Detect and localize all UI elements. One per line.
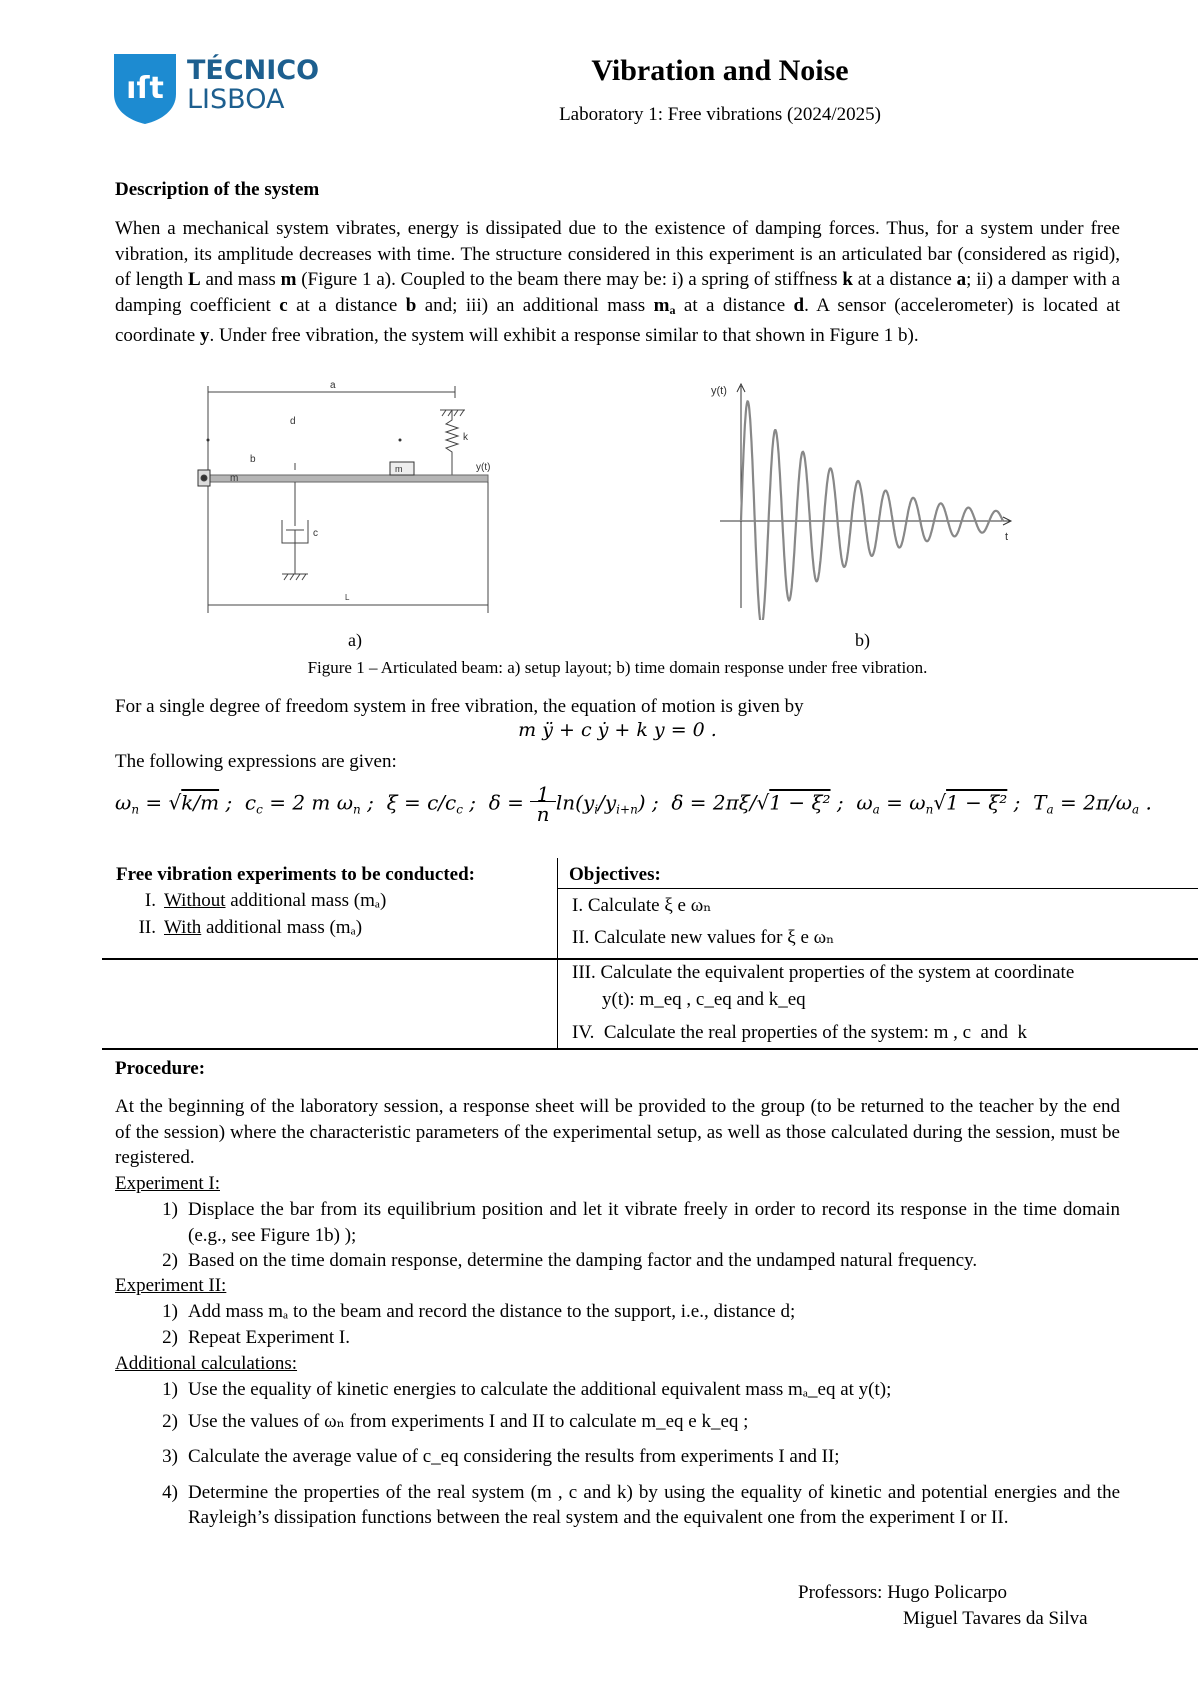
logo-text-1: TÉCNICO: [187, 55, 320, 86]
label-m: m: [230, 473, 239, 484]
expressions-intro: The following expressions are given:: [115, 751, 397, 772]
objective-1: I. Calculate ξ e ωₙ: [572, 895, 712, 916]
figure-caption: Figure 1 – Articulated beam: a) setup layout; b) time domain response under free vibration.: [307, 658, 928, 677]
procedure-intro: At the beginning of the laboratory session, a response sheet will be provided to the group (to be returned to the teacher by the end of the session) where the characteristic parameters of the experimental setup, as well as those calculated during the session, must be registered.: [115, 1096, 1120, 1168]
table-col1-header: Free vibration experiments to be conducted:: [116, 864, 476, 885]
y-axis-label: y(t): [711, 385, 727, 397]
list-item: 4) Determine the properties of the real system (m , c and k) by using the equality of kinetic and potential energies and the Rayleigh’s dissipation functions between the real system and the equivalent one from the experiment I or II.: [162, 1481, 1120, 1528]
professors-line-1: Professors: Hugo Policarpo: [798, 1582, 1007, 1603]
list-item: 1) Displace the bar from its equilibrium position and let it vibrate freely in order to record its response in the time domain (e.g., see Figure 1b) );: [162, 1199, 1120, 1246]
experiment-2-title: Experiment II:: [115, 1275, 227, 1296]
description-paragraph: When a mechanical system vibrates, energy is dissipated due to the existence of damping forces. Thus, for a system under free vibration, its amplitude decreases with time. The structure considered in this experiment is an articulated bar (considered as rigid), of length L and mass m (Figure 1 a). Coupled to the beam there may be: i) a spring of stiffness k at a distance a; ii) a damper with a damping coefficient c at a distance b and; iii) an additional mass ma at a distance d. A sensor (accelerometer) is located at coordinate y. Under free vibration, the system will exhibit a response similar to that shown in Figure 1 b).: [115, 218, 1120, 346]
figure-time-response: [705, 380, 1025, 620]
label-b: b: [250, 454, 256, 465]
table-col2-header: Objectives:: [569, 864, 661, 885]
experiments-table: [102, 858, 1198, 1050]
experiment-1-title: Experiment I:: [115, 1173, 220, 1194]
page-title: Vibration and Noise: [591, 54, 849, 87]
panel-b-label: b): [855, 630, 870, 650]
objective-2: II. Calculate new values for ξ e ωₙ: [572, 927, 835, 948]
objective-4: IV. Calculate the real properties of the system: m , c and k: [572, 1022, 1027, 1043]
label-yt: y(t): [476, 462, 491, 473]
equation-of-motion: m ÿ + c ẏ + k y = 0 .: [518, 719, 717, 741]
experiment-1-list: [140, 1197, 1120, 1274]
label-k: k: [463, 432, 468, 443]
logo-text-2: LISBOA: [187, 84, 285, 115]
description-heading: Description of the system: [115, 179, 320, 200]
figure-setup-layout: [190, 378, 520, 618]
list-item: 2) Based on the time domain response, determine the damping factor and the undamped natural frequency.: [162, 1250, 978, 1271]
label-L: L: [345, 593, 350, 602]
additional-calculations-list: [140, 1377, 1120, 1531]
panel-a-label: a): [348, 630, 362, 650]
experiment-2: II. With additional mass (mₐ): [138, 917, 363, 938]
label-a: a: [330, 380, 336, 391]
label-c: c: [313, 528, 318, 539]
experiment-2-list: [140, 1299, 1120, 1350]
list-item: 3) Calculate the average value of c_eq considering the results from experiments I and II;: [162, 1446, 840, 1467]
objective-3a: III. Calculate the equivalent properties of the system at coordinate: [572, 962, 1075, 983]
additional-calculations-title: Additional calculations:: [115, 1353, 298, 1374]
procedure-heading: Procedure:: [115, 1058, 206, 1079]
label-ma: m: [395, 464, 403, 474]
list-item: 2) Repeat Experiment I.: [162, 1326, 350, 1348]
experiment-1: I. Without additional mass (mₐ): [144, 890, 387, 911]
professors-line-2: Miguel Tavares da Silva: [903, 1608, 1088, 1629]
objective-3b: y(t): m_eq , c_eq and k_eq: [602, 989, 806, 1010]
page-subtitle: Laboratory 1: Free vibrations (2024/2025): [559, 104, 881, 125]
list-item: 2) Use the values of ωₙ from experiments I and II to calculate m_eq e k_eq ;: [162, 1410, 749, 1432]
svg-text:ıſt: ıſt: [126, 71, 164, 106]
given-expressions: $\omega_n = √k/m$ ; $c_c = 2$ m $\omega_n$ ; $\xi = c/c_c$ ; δ = 1 n $\ln(y_i/y_{i+n})$ ; δ = 2πξ/√1 − ξ² ; $\omega_a = \omega_n√1 - \xi^2$ ; $T_a = 2\pi/\omega_a$ .: [115, 782, 1152, 826]
equation-intro: For a single degree of freedom system in free vibration, the equation of motion is given by: [115, 696, 804, 717]
logo: [112, 52, 320, 126]
t-axis-label: t: [1005, 531, 1009, 543]
label-d: d: [290, 416, 296, 427]
list-item: 1) Use the equality of kinetic energies to calculate the additional equivalent mass mₐ_eq at y(t);: [162, 1379, 892, 1400]
list-item: 1) Add mass mₐ to the beam and record the distance to the support, i.e., distance d;: [162, 1301, 796, 1322]
